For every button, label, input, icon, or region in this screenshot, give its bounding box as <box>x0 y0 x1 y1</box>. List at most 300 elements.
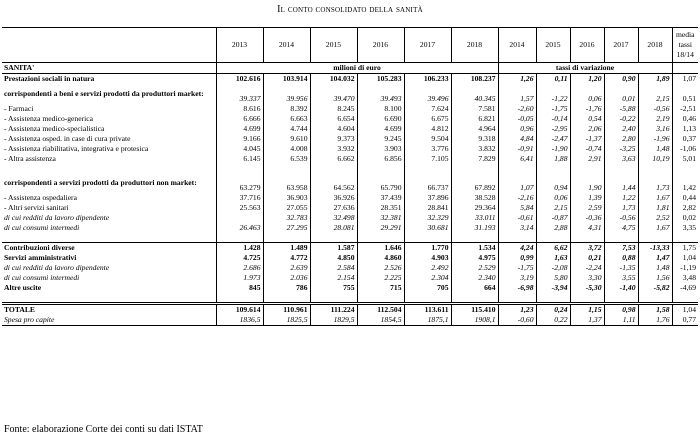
value-cell: 28.841 <box>404 203 451 213</box>
table-row <box>2 304 698 316</box>
table-row <box>2 273 698 283</box>
value-cell: 4.699 <box>357 124 404 134</box>
year-header: 2015 <box>310 28 357 63</box>
value-cell: 4.903 <box>404 253 451 263</box>
value-cell: 6.690 <box>357 114 404 124</box>
value-cell: 31.193 <box>451 223 498 233</box>
source-note: Fonte: elaborazione Corte dei conti su dati ISTAT <box>4 424 203 435</box>
rate-cell: -1,96 <box>638 134 672 144</box>
rate-cell: -0,22 <box>604 114 638 124</box>
value-cell: 27.636 <box>310 203 357 213</box>
rate-cell: 1,67 <box>638 193 672 203</box>
value-cell: 9.610 <box>263 134 310 144</box>
rate-cell: -0,56 <box>604 213 638 223</box>
value-cell: 105.283 <box>357 74 404 85</box>
row-label: - Altri servizi sanitari <box>4 203 69 212</box>
value-cell: 4.008 <box>263 144 310 154</box>
rate-cell: 4,84 <box>498 134 536 144</box>
rate-cell: -2,60 <box>498 104 536 114</box>
rate-cell: 1,23 <box>498 304 536 316</box>
value-cell: 29.364 <box>451 203 498 213</box>
value-cell: 6.666 <box>216 114 263 124</box>
media-cell: 1,04 <box>672 253 698 263</box>
rate-cell: 0,21 <box>570 253 604 263</box>
rate-cell: 1,56 <box>638 273 672 283</box>
rate-cell: 1,81 <box>638 203 672 213</box>
rate-cell: 1,15 <box>570 304 604 316</box>
value-cell: 112.504 <box>357 304 404 316</box>
media-cell: 5,01 <box>672 154 698 164</box>
value-cell: 37.439 <box>357 193 404 203</box>
rate-cell: 3,72 <box>570 243 604 254</box>
row-label: - Farmaci <box>4 104 34 113</box>
value-cell: 1.646 <box>357 243 404 254</box>
value-cell: 111.224 <box>310 304 357 316</box>
media-cell: 1,13 <box>672 124 698 134</box>
value-cell: 7.624 <box>404 104 451 114</box>
rate-cell: -1,22 <box>536 84 570 104</box>
rate-cell: 0,01 <box>604 84 638 104</box>
value-cell: 39.496 <box>404 84 451 104</box>
value-cell: 9.373 <box>310 134 357 144</box>
value-cell: 103.914 <box>263 74 310 85</box>
row-label: Spesa pro capite <box>2 315 216 326</box>
value-cell: 6.821 <box>451 114 498 124</box>
value-cell: 4.744 <box>263 124 310 134</box>
value-cell: 40.345 <box>451 84 498 104</box>
rate-cell: 1,58 <box>638 304 672 316</box>
rate-cell: 1,07 <box>498 173 536 193</box>
value-cell: 8.245 <box>310 104 357 114</box>
value-cell: 2.340 <box>451 273 498 283</box>
rate-cell: 2,19 <box>638 114 672 124</box>
rate-cell: -0,74 <box>570 144 604 154</box>
value-cell: 30.681 <box>404 223 451 233</box>
value-cell: 8.392 <box>263 104 310 114</box>
value-cell: 3.832 <box>451 144 498 154</box>
row-label: - Assistenza ospedaliera <box>4 193 77 202</box>
media-cell: -1,19 <box>672 263 698 273</box>
rate-cell: 2,59 <box>570 203 604 213</box>
media-cell: 0,77 <box>672 315 698 326</box>
value-cell: 6.675 <box>404 114 451 124</box>
value-cell: 29.291 <box>357 223 404 233</box>
value-cell: 63.958 <box>263 173 310 193</box>
rate-cell: -2,24 <box>570 263 604 273</box>
rate-cell: -2,95 <box>536 124 570 134</box>
media-header: media tassi 18/14 <box>672 28 698 63</box>
table-row <box>2 154 698 164</box>
rate-year-header: 2018 <box>638 28 672 63</box>
value-cell: 32.783 <box>263 213 310 223</box>
rate-cell: -1,75 <box>536 104 570 114</box>
rate-cell: 1,11 <box>604 315 638 326</box>
value-cell: 6.654 <box>310 114 357 124</box>
media-cell: 0,51 <box>672 84 698 104</box>
row-label: di cui consumi intermedi <box>4 273 80 282</box>
rate-cell: 1,22 <box>604 193 638 203</box>
value-cell: 6.663 <box>263 114 310 124</box>
value-cell: 27.055 <box>263 203 310 213</box>
value-cell: 2.529 <box>451 263 498 273</box>
row-label: Prestazioni sociali in natura <box>4 74 95 83</box>
rate-cell: 2,15 <box>638 84 672 104</box>
media-cell: 1,07 <box>672 74 698 85</box>
row-label: di cui redditi da lavoro dipendente <box>4 263 110 272</box>
value-cell: 115.410 <box>451 304 498 316</box>
rate-cell: 0,90 <box>604 74 638 85</box>
value-cell: 2.686 <box>216 263 263 273</box>
value-cell: 102.616 <box>216 74 263 85</box>
value-cell: 38.528 <box>451 193 498 203</box>
value-cell: 39.493 <box>357 84 404 104</box>
value-cell: 786 <box>263 283 310 293</box>
value-cell: 1908,1 <box>451 315 498 326</box>
rate-cell: 4,75 <box>604 223 638 233</box>
value-cell: 28.351 <box>357 203 404 213</box>
value-cell: 4.812 <box>404 124 451 134</box>
value-cell: 65.790 <box>357 173 404 193</box>
rate-cell: 3,19 <box>498 273 536 283</box>
media-cell: -1,06 <box>672 144 698 154</box>
value-cell: 1854,5 <box>357 315 404 326</box>
table-row <box>2 84 698 104</box>
value-cell: 2.154 <box>310 273 357 283</box>
rate-cell: -1,37 <box>570 134 604 144</box>
rate-cell: 6,41 <box>498 154 536 164</box>
table-row <box>2 193 698 203</box>
value-cell: 8.616 <box>216 104 263 114</box>
table-row <box>2 74 698 85</box>
rate-cell: 0,06 <box>570 84 604 104</box>
year-header-row <box>2 28 698 63</box>
rate-cell: 1,44 <box>604 173 638 193</box>
value-cell: 110.961 <box>263 304 310 316</box>
rate-cell: 0,94 <box>536 173 570 193</box>
media-cell: -4,69 <box>672 283 698 293</box>
value-cell: 1.973 <box>216 273 263 283</box>
rate-cell: 4,31 <box>570 223 604 233</box>
row-label: - Assistenza osped. in case di cura private <box>4 134 131 143</box>
rate-cell: -5,30 <box>570 283 604 293</box>
table-row <box>2 243 698 254</box>
rate-cell: 3,30 <box>570 273 604 283</box>
rate-cell: -0,91 <box>498 144 536 154</box>
table-row <box>2 263 698 273</box>
year-header: 2014 <box>263 28 310 63</box>
media-cell: -2,51 <box>672 104 698 114</box>
media-cell: 1,75 <box>672 243 698 254</box>
units-row <box>2 63 698 74</box>
row-label: - Assistenza riabilitativa, integrativa e protesica <box>4 144 149 153</box>
table-row <box>2 134 698 144</box>
row-label: - Assistenza medico-specialistica <box>4 124 105 133</box>
rate-cell: 0,54 <box>570 114 604 124</box>
value-cell: 8.100 <box>357 104 404 114</box>
rate-cell: -1,35 <box>604 263 638 273</box>
rate-cell: -1,76 <box>570 104 604 114</box>
media-cell: 1,04 <box>672 304 698 316</box>
value-cell: 26.463 <box>216 223 263 233</box>
rate-year-header: 2016 <box>570 28 604 63</box>
rate-cell: 7,53 <box>604 243 638 254</box>
row-label: di cui consumi intermedi <box>4 223 80 232</box>
value-cell: 715 <box>357 283 404 293</box>
value-cell: 1.770 <box>404 243 451 254</box>
value-cell: 1.489 <box>263 243 310 254</box>
table-row <box>2 124 698 134</box>
rate-cell: 2,40 <box>604 124 638 134</box>
value-cell: 39.470 <box>310 84 357 104</box>
rate-cell: -5,82 <box>638 283 672 293</box>
row-label: Servizi amministrativi <box>4 253 77 262</box>
media-cell: 0,46 <box>672 114 698 124</box>
table-row <box>2 213 698 223</box>
value-cell: 3.776 <box>404 144 451 154</box>
rate-cell: -0,61 <box>498 213 536 223</box>
value-cell: 32.381 <box>357 213 404 223</box>
value-cell: 2.304 <box>404 273 451 283</box>
rate-cell: 10,19 <box>638 154 672 164</box>
rate-cell: -5,88 <box>604 104 638 114</box>
value-cell: 845 <box>216 283 263 293</box>
value-cell: 4.772 <box>263 253 310 263</box>
rate-cell: 1,20 <box>570 74 604 85</box>
rate-cell: 6,62 <box>536 243 570 254</box>
value-cell: 113.611 <box>404 304 451 316</box>
rate-cell: -2,08 <box>536 263 570 273</box>
rate-cell: 0,24 <box>536 304 570 316</box>
rate-cell: 1,57 <box>498 84 536 104</box>
row-label: - Assistenza medico-generica <box>4 114 93 123</box>
value-cell: 4.964 <box>451 124 498 134</box>
units-right: tassi di variazione <box>498 63 672 74</box>
rate-cell: 1,48 <box>638 263 672 273</box>
rate-cell: 5,84 <box>498 203 536 213</box>
value-cell: 2.492 <box>404 263 451 273</box>
value-cell: 1836,5 <box>216 315 263 326</box>
value-cell: 109.614 <box>216 304 263 316</box>
value-cell: 4.699 <box>216 124 263 134</box>
rate-cell: 0,11 <box>536 74 570 85</box>
rate-cell: 1,48 <box>638 144 672 154</box>
value-cell: 2.584 <box>310 263 357 273</box>
media-cell: 2,82 <box>672 203 698 213</box>
value-cell: 1825,5 <box>263 315 310 326</box>
value-cell: 37.896 <box>404 193 451 203</box>
year-header: 2018 <box>451 28 498 63</box>
rate-cell: 1,90 <box>570 173 604 193</box>
spacer-row <box>2 233 698 243</box>
rate-cell: 2,52 <box>638 213 672 223</box>
row-label: - Altra assistenza <box>4 154 56 163</box>
rate-cell: 1,89 <box>638 74 672 85</box>
value-cell: 6.856 <box>357 154 404 164</box>
value-cell: 3.932 <box>310 144 357 154</box>
year-header: 2017 <box>404 28 451 63</box>
table-title: Il conto consolidato della sanità <box>277 4 423 15</box>
value-cell: 3.903 <box>357 144 404 154</box>
table-row <box>2 253 698 263</box>
rate-cell: 3,63 <box>604 154 638 164</box>
value-cell: 1.587 <box>310 243 357 254</box>
rate-cell: 3,16 <box>638 124 672 134</box>
rate-cell: -1,75 <box>498 263 536 273</box>
rate-cell: 0,96 <box>498 124 536 134</box>
spacer-row <box>2 293 698 304</box>
rate-cell: 1,47 <box>638 253 672 263</box>
rate-cell: -0,87 <box>536 213 570 223</box>
rate-cell: 1,63 <box>536 253 570 263</box>
table-row <box>2 104 698 114</box>
value-cell: 2.225 <box>357 273 404 283</box>
media-cell: 0,37 <box>672 134 698 144</box>
value-cell: 705 <box>404 283 451 293</box>
value-cell: 9.166 <box>216 134 263 144</box>
value-cell: 755 <box>310 283 357 293</box>
table-row <box>2 144 698 154</box>
year-header: 2016 <box>357 28 404 63</box>
rate-cell: 2,80 <box>604 134 638 144</box>
rate-cell: 1,39 <box>570 193 604 203</box>
rate-cell: 2,06 <box>570 124 604 134</box>
value-cell: 6.539 <box>263 154 310 164</box>
value-cell: 1.428 <box>216 243 263 254</box>
value-cell: 1.534 <box>451 243 498 254</box>
row-label: Contribuzioni diverse <box>2 243 216 254</box>
health-consolidated-table <box>2 27 698 326</box>
value-cell: 4.604 <box>310 124 357 134</box>
rate-cell: 2,91 <box>570 154 604 164</box>
value-cell: 2.036 <box>263 273 310 283</box>
value-cell: 2.639 <box>263 263 310 273</box>
value-cell: 4.975 <box>451 253 498 263</box>
media-cell: 0,02 <box>672 213 698 223</box>
rate-cell: -1,40 <box>604 283 638 293</box>
rate-cell: -3,94 <box>536 283 570 293</box>
value-cell: 39.956 <box>263 84 310 104</box>
rate-cell: 0,22 <box>536 315 570 326</box>
value-cell: 664 <box>451 283 498 293</box>
value-cell: 9.504 <box>404 134 451 144</box>
rate-cell: -0,56 <box>638 104 672 114</box>
value-cell: 2.526 <box>357 263 404 273</box>
value-cell: 9.318 <box>451 134 498 144</box>
rate-cell: 1,37 <box>570 315 604 326</box>
row-label: corrispondenti a servizi prodotti da produttori non market: <box>4 178 197 187</box>
value-cell: 36.926 <box>310 193 357 203</box>
rate-cell: 1,88 <box>536 154 570 164</box>
rate-cell: -3,25 <box>604 144 638 154</box>
rate-cell: 0,98 <box>604 304 638 316</box>
value-cell: 6.145 <box>216 154 263 164</box>
value-cell: 104.032 <box>310 74 357 85</box>
table-row <box>2 173 698 193</box>
value-cell: 39.337 <box>216 84 263 104</box>
rate-cell: -0,05 <box>498 114 536 124</box>
rate-cell: 1,73 <box>604 203 638 213</box>
rate-year-header: 2017 <box>604 28 638 63</box>
value-cell: 108.237 <box>451 74 498 85</box>
rate-cell: -2,47 <box>536 134 570 144</box>
value-cell: 9.245 <box>357 134 404 144</box>
rate-cell: 1,73 <box>638 173 672 193</box>
row-label: corrispondenti a beni e servizi prodotti da produttori market: <box>4 89 204 98</box>
table-row <box>2 203 698 213</box>
value-cell: 4.850 <box>310 253 357 263</box>
value-cell: 36.903 <box>263 193 310 203</box>
rate-cell: 4,24 <box>498 243 536 254</box>
units-left: milioni di euro <box>216 63 498 74</box>
value-cell: 1875,1 <box>404 315 451 326</box>
rate-cell: 3,14 <box>498 223 536 233</box>
rate-cell: -0,60 <box>498 315 536 326</box>
rate-cell: -0,14 <box>536 114 570 124</box>
row-label: di cui redditi da lavoro dipendente <box>4 213 110 222</box>
value-cell: 4.045 <box>216 144 263 154</box>
value-cell: 4.725 <box>216 253 263 263</box>
rate-year-header: 2015 <box>536 28 570 63</box>
value-cell: 32.498 <box>310 213 357 223</box>
rate-year-header: 2014 <box>498 28 536 63</box>
value-cell: 27.295 <box>263 223 310 233</box>
rate-cell: 5,80 <box>536 273 570 283</box>
rate-cell: -13,33 <box>638 243 672 254</box>
value-cell: 7.829 <box>451 154 498 164</box>
table-row <box>2 114 698 124</box>
value-cell: 32.329 <box>404 213 451 223</box>
section-label: SANITA' <box>2 63 216 74</box>
value-cell: 25.563 <box>216 203 263 213</box>
value-cell: 7.105 <box>404 154 451 164</box>
value-cell: 64.562 <box>310 173 357 193</box>
rate-cell: 0,99 <box>498 253 536 263</box>
rate-cell: 2,88 <box>536 223 570 233</box>
table-row <box>2 223 698 233</box>
value-cell: 106.233 <box>404 74 451 85</box>
table-row <box>2 315 698 326</box>
value-cell: 67.892 <box>451 173 498 193</box>
rate-cell: 3,55 <box>604 273 638 283</box>
rate-cell: -2,16 <box>498 193 536 203</box>
rate-cell: -6,98 <box>498 283 536 293</box>
spacer-row <box>2 164 698 173</box>
value-cell: 33.011 <box>451 213 498 223</box>
year-header: 2013 <box>216 28 263 63</box>
media-cell: 3,35 <box>672 223 698 233</box>
value-cell: 66.737 <box>404 173 451 193</box>
value-cell: 28.081 <box>310 223 357 233</box>
rate-cell: 0,88 <box>604 253 638 263</box>
rate-cell: 1,76 <box>638 315 672 326</box>
row-label: TOTALE <box>2 304 216 316</box>
value-cell: 7.581 <box>451 104 498 114</box>
rate-cell: 0,06 <box>536 193 570 203</box>
value-cell <box>216 213 263 223</box>
rate-cell: -0,36 <box>570 213 604 223</box>
media-cell: 0,44 <box>672 193 698 203</box>
row-label: Altre uscite <box>4 283 42 292</box>
rate-cell: 1,67 <box>638 223 672 233</box>
value-cell: 63.279 <box>216 173 263 193</box>
rate-cell: -1,90 <box>536 144 570 154</box>
value-cell: 4.860 <box>357 253 404 263</box>
media-cell: 1,42 <box>672 173 698 193</box>
media-cell: 3,48 <box>672 273 698 283</box>
value-cell: 1829,5 <box>310 315 357 326</box>
value-cell: 37.716 <box>216 193 263 203</box>
value-cell: 6.662 <box>310 154 357 164</box>
